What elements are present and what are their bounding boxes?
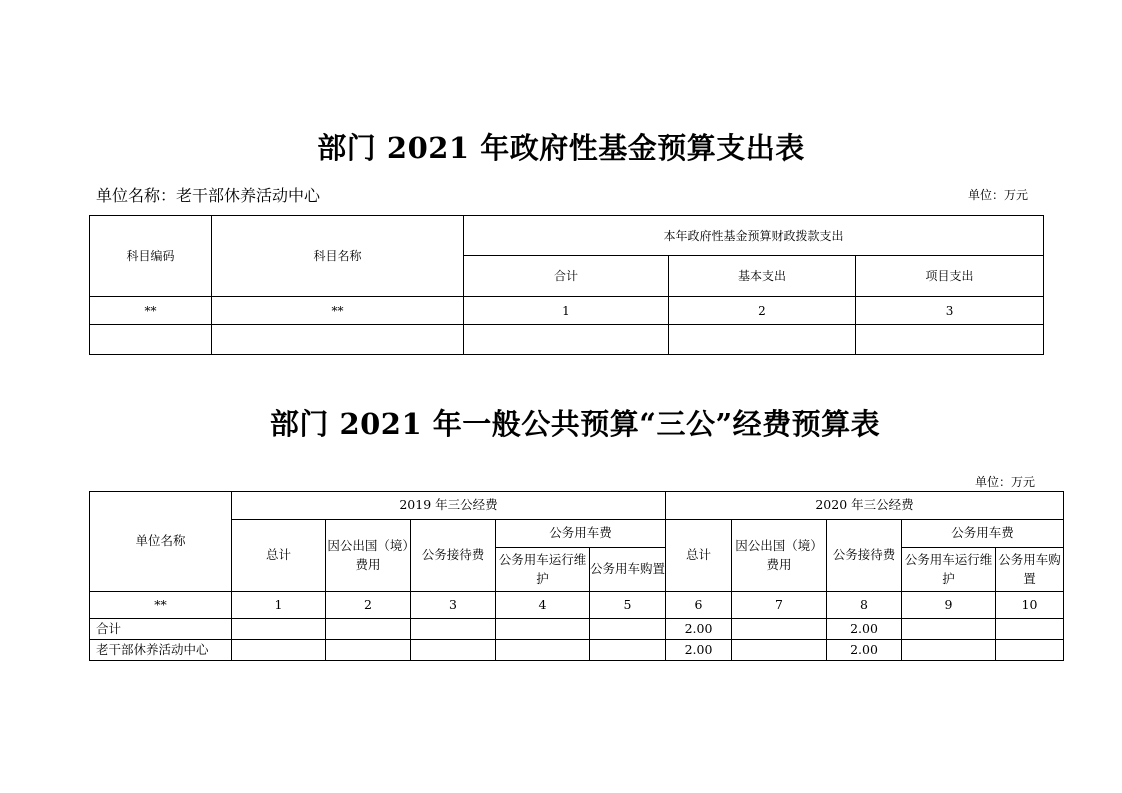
- table-cell: [326, 619, 411, 640]
- index-cell: 3: [856, 297, 1044, 325]
- index-row: [90, 592, 1064, 619]
- table-cell: [212, 325, 464, 355]
- header-total: 合计: [464, 256, 669, 297]
- table-cell: [590, 640, 666, 661]
- government-fund-budget-table: [89, 215, 1044, 355]
- index-cell: 2: [326, 592, 411, 619]
- table-cell: [669, 325, 856, 355]
- table-row: [90, 640, 1064, 661]
- table-cell: 2.00: [666, 640, 732, 661]
- table-cell: 2.00: [827, 640, 902, 661]
- table-cell: [326, 640, 411, 661]
- header-2020-car-purchase: 公务用车购置: [996, 548, 1064, 592]
- header-2020-total: 总计: [666, 520, 732, 592]
- table-cell: [732, 640, 827, 661]
- table-cell: [411, 619, 496, 640]
- table-cell: [996, 640, 1064, 661]
- header-2019-total: 总计: [232, 520, 326, 592]
- table-cell: [464, 325, 669, 355]
- index-cell: **: [212, 297, 464, 325]
- index-cell: 10: [996, 592, 1064, 619]
- table1-unit-label: 单位：万元: [968, 188, 1029, 202]
- header-subject-code: 科目编码: [90, 216, 212, 297]
- table-cell: [732, 619, 827, 640]
- table-cell: [590, 619, 666, 640]
- three-public-expenses-table: [89, 491, 1064, 661]
- table-cell: [996, 619, 1064, 640]
- header-subject-name: 科目名称: [212, 216, 464, 297]
- header-2020-car-operation: 公务用车运行维护: [902, 548, 996, 592]
- header-basic-expenditure: 基本支出: [669, 256, 856, 297]
- table-cell: [902, 619, 996, 640]
- table-cell: [232, 619, 326, 640]
- header-2020-car: 公务用车费: [902, 520, 1064, 548]
- table-cell: 2.00: [827, 619, 902, 640]
- index-cell: 9: [902, 592, 996, 619]
- header-unit-name: 单位名称: [90, 492, 232, 592]
- header-2019-expenses: 2019 年三公经费: [232, 492, 666, 520]
- header-2019-abroad: 因公出国（境）费用: [326, 520, 411, 592]
- table-row: [90, 619, 1064, 640]
- index-row: [90, 297, 1044, 325]
- row-label: 合计: [90, 619, 232, 640]
- index-cell: 4: [496, 592, 590, 619]
- header-2019-car-purchase: 公务用车购置: [590, 548, 666, 592]
- table-row: [90, 325, 1044, 355]
- table-cell: [496, 640, 590, 661]
- index-cell: 7: [732, 592, 827, 619]
- index-cell: 1: [464, 297, 669, 325]
- header-2020-expenses: 2020 年三公经费: [666, 492, 1064, 520]
- header-2019-car-operation: 公务用车运行维护: [496, 548, 590, 592]
- header-project-expenditure: 项目支出: [856, 256, 1044, 297]
- table-cell: [90, 325, 212, 355]
- table-cell: [232, 640, 326, 661]
- index-cell: 8: [827, 592, 902, 619]
- header-fund-expenditure: 本年政府性基金预算财政拨款支出: [464, 216, 1044, 256]
- table2-title: 部门 2021 年一般公共预算“三公”经费预算表: [269, 407, 881, 441]
- header-2019-reception: 公务接待费: [411, 520, 496, 592]
- unit-name-label: 单位名称：老干部休养活动中心: [96, 186, 321, 205]
- table-cell: 2.00: [666, 619, 732, 640]
- index-cell: **: [90, 592, 232, 619]
- index-cell: 3: [411, 592, 496, 619]
- index-cell: 2: [669, 297, 856, 325]
- header-2019-car: 公务用车费: [496, 520, 666, 548]
- table-cell: [496, 619, 590, 640]
- table1-title: 部门 2021 年政府性基金预算支出表: [317, 131, 805, 165]
- table-cell: [411, 640, 496, 661]
- table-cell: [902, 640, 996, 661]
- row-label: 老干部休养活动中心: [90, 640, 232, 661]
- header-2020-abroad: 因公出国（境）费用: [732, 520, 827, 592]
- table2-unit-label: 单位：万元: [975, 475, 1036, 489]
- index-cell: 1: [232, 592, 326, 619]
- index-cell: 6: [666, 592, 732, 619]
- index-cell: **: [90, 297, 212, 325]
- header-2020-reception: 公务接待费: [827, 520, 902, 592]
- index-cell: 5: [590, 592, 666, 619]
- table-cell: [856, 325, 1044, 355]
